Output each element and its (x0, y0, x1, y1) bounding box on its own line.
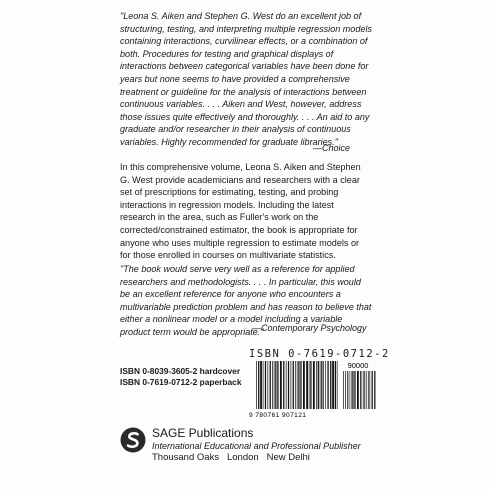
barcode-bar (272, 361, 273, 409)
barcode-bar (286, 361, 287, 409)
barcode-bar (293, 361, 294, 409)
barcode-bar (263, 361, 264, 409)
barcode-bar (265, 361, 266, 409)
barcode-bar (368, 371, 369, 409)
barcode-bar (372, 371, 373, 409)
barcode-bar (352, 371, 353, 409)
barcode-bar (256, 361, 257, 409)
barcode-bar (337, 361, 338, 409)
barcode-addon-digits: 90000 (347, 361, 369, 370)
barcode-bar (275, 361, 276, 409)
publisher-tagline: International Educational and Professional Publisher (152, 440, 361, 451)
barcode-bar (283, 361, 284, 409)
review-source-choice: —Choice (313, 143, 351, 153)
barcode-bar (268, 361, 269, 409)
barcode-bar (330, 361, 331, 409)
review-quote-contemporary-psychology: "The book would serve very well as a reference for applied researchers and methodologists. . . . In particular, this would be an excellent reference for anyone who encounters a multivariable prediction problem and has reason to believe that either a nonlinear model or a model including a variable product term would be appropriate." (120, 264, 372, 337)
publisher-name: SAGE Publications (152, 426, 254, 440)
barcode-bar (280, 361, 282, 409)
barcode-bar (325, 361, 326, 409)
barcode-bar (357, 371, 359, 409)
barcode-bar (316, 361, 317, 409)
barcode-bar (364, 371, 365, 409)
barcode-bar (270, 361, 271, 409)
barcode-bar (303, 361, 305, 409)
book-description: In this comprehensive volume, Leona S. Aiken and Stephen G. West provide academicians and researchers with a clear set of prescriptions for estimating, testing, and probing interactions in regression models. Including the latest research in the area, such as Fuller's work on the corrected/constrained estimator, the book is appropriate for anyone who uses multiple regression to estimate models or for those enrolled in courses on multivariate statistics. (120, 162, 361, 261)
barcode-bar (321, 361, 322, 409)
barcode-bar (300, 361, 301, 409)
barcode-bar (343, 371, 344, 409)
publisher-cities: Thousand Oaks London New Delhi (152, 452, 310, 463)
isbn-paperback: ISBN 0-7619-0712-2 paperback (120, 377, 242, 388)
barcode-bar (320, 361, 321, 409)
barcode-bar (366, 371, 367, 409)
barcode-ean-digits: 9 780761 907121 (249, 412, 307, 419)
barcode-bar (297, 361, 298, 409)
barcode-isbn-header: ISBN 0-7619-0712-2 (249, 348, 390, 360)
barcode-bar (323, 361, 324, 409)
barcode-bar (298, 361, 299, 409)
barcode-bar (295, 361, 296, 409)
barcode-bar (327, 361, 328, 409)
barcode-bar (313, 361, 315, 409)
barcode-bar (354, 371, 355, 409)
barcode-bar (369, 371, 370, 409)
review-source-contemporary-psychology: —Contemporary Psychology (252, 323, 367, 333)
barcode-bar (332, 361, 334, 409)
ean-barcode (256, 361, 338, 409)
barcode-bar (277, 361, 278, 409)
barcode-bar (374, 371, 375, 409)
barcode-bar (310, 361, 311, 409)
barcode-bar (274, 361, 275, 409)
barcode-bar (349, 371, 350, 409)
barcode-bar (258, 361, 259, 409)
addon-barcode (343, 371, 375, 409)
barcode-bar (309, 361, 310, 409)
barcode-block (248, 361, 386, 419)
publisher-info (152, 427, 361, 465)
barcode-bar (306, 361, 308, 409)
review-quote-choice: "Leona S. Aiken and Stephen G. West do an excellent job of structuring, testing, and interpreting multiple regression models containing interactions, curvilinear effects, or a combination of both. Procedures for testing and graphical displays of interactions between categorical variables have been done for years but none seems to have provided a comprehensive treatment or guideline for the analysis of interactions between continuous variables. . . . Aiken and West, however, address those issues quite effectively and thoroughly. . . . An aid to any graduate and/or researcher in their analysis of continuous variables. Highly recommended for graduate libraries." (120, 11, 372, 147)
barcode-bar (260, 361, 262, 409)
isbn-hardcover: ISBN 0-8039-3605-2 hardcover (120, 366, 241, 376)
isbn-list (120, 366, 242, 389)
barcode-bar (291, 361, 292, 409)
barcode-bar (335, 361, 336, 409)
barcode-bar (351, 371, 352, 409)
barcode-bar (288, 361, 289, 409)
barcode-bar (318, 361, 319, 409)
barcode-bar (345, 371, 346, 409)
barcode-bar (347, 371, 348, 409)
sage-s-logo-icon (120, 427, 146, 453)
barcode-bar (360, 371, 361, 409)
barcode-bar (363, 371, 364, 409)
